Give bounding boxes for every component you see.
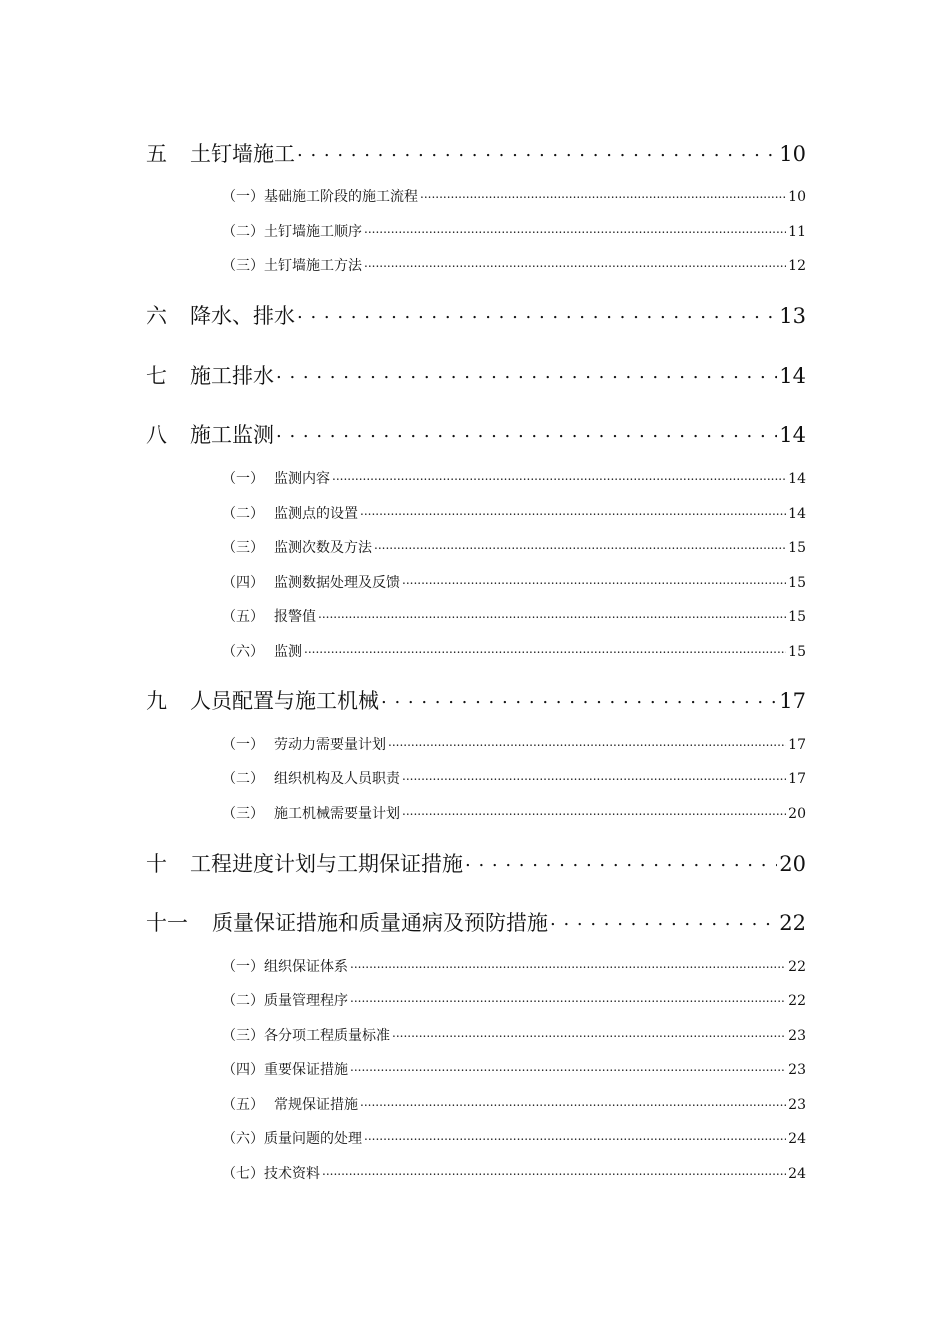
toc-title: 监测点的设置 bbox=[274, 506, 358, 522]
toc-page-number: 23 bbox=[788, 1028, 806, 1044]
toc-page-number: 14 bbox=[788, 506, 806, 522]
toc-page-number: 24 bbox=[788, 1131, 806, 1147]
toc-title: 质量管理程序 bbox=[264, 993, 348, 1009]
toc-title: 报警值 bbox=[274, 609, 316, 625]
toc-leader-dots bbox=[350, 957, 786, 971]
toc-page-number: 20 bbox=[779, 852, 806, 876]
toc-leader-dots bbox=[420, 187, 786, 201]
toc-leader-dots bbox=[360, 1095, 786, 1109]
toc-entry-11-1[interactable] bbox=[222, 956, 806, 976]
toc-entry-8-5[interactable] bbox=[222, 606, 806, 626]
toc-page-number: 22 bbox=[788, 959, 806, 975]
toc-leader-dots bbox=[276, 421, 777, 442]
toc-leader-dots bbox=[364, 256, 786, 270]
toc-title: 监测内容 bbox=[274, 471, 330, 487]
toc-title: 降水、排水 bbox=[190, 304, 295, 328]
toc-title: 土钉墙施工顺序 bbox=[264, 224, 362, 240]
toc-page-number: 20 bbox=[788, 806, 806, 822]
toc-title: 工程进度计划与工期保证措施 bbox=[190, 852, 463, 876]
toc-number: 五 bbox=[146, 142, 167, 166]
toc-entry-9-2[interactable] bbox=[222, 768, 806, 788]
toc-page-number: 15 bbox=[788, 609, 806, 625]
toc-number: （三） bbox=[222, 806, 264, 822]
toc-title: 基础施工阶段的施工流程 bbox=[264, 189, 418, 205]
toc-title: 人员配置与施工机械 bbox=[190, 689, 379, 713]
toc-entry-10[interactable] bbox=[146, 848, 806, 878]
toc-page-number: 10 bbox=[779, 142, 806, 166]
toc-title: 质量问题的处理 bbox=[264, 1131, 362, 1147]
toc-page-number: 14 bbox=[788, 471, 806, 487]
toc-page-number: 22 bbox=[779, 911, 806, 935]
toc-number: （五） bbox=[222, 1097, 264, 1113]
toc-page-number: 17 bbox=[779, 689, 806, 713]
toc-entry-6[interactable] bbox=[146, 300, 806, 330]
toc-entry-5-3[interactable] bbox=[222, 255, 806, 275]
toc-number: （一） bbox=[222, 737, 264, 753]
toc-leader-dots bbox=[297, 302, 777, 323]
toc-leader-dots bbox=[360, 504, 786, 518]
toc-number: （三） bbox=[222, 258, 264, 274]
toc-leader-dots bbox=[332, 469, 786, 483]
toc-number: （二） bbox=[222, 771, 264, 787]
toc-number: 八 bbox=[146, 423, 167, 447]
toc-number: 十 bbox=[146, 852, 167, 876]
toc-entry-11-2[interactable] bbox=[222, 990, 806, 1010]
toc-title: 施工机械需要量计划 bbox=[274, 806, 400, 822]
toc-leader-dots bbox=[297, 140, 777, 161]
toc-page-number: 15 bbox=[788, 540, 806, 556]
toc-title: 劳动力需要量计划 bbox=[274, 737, 386, 753]
toc-entry-11[interactable] bbox=[146, 907, 806, 937]
toc-number: （一） bbox=[222, 471, 264, 487]
toc-leader-dots bbox=[402, 804, 786, 818]
toc-leader-dots bbox=[374, 538, 786, 552]
toc-page-number: 17 bbox=[788, 771, 806, 787]
toc-leader-dots bbox=[465, 850, 777, 871]
toc-page-number: 10 bbox=[788, 189, 806, 205]
toc-page-number: 13 bbox=[779, 304, 806, 328]
toc-leader-dots bbox=[392, 1026, 786, 1040]
toc-leader-dots bbox=[381, 687, 777, 708]
toc-number: （三） bbox=[222, 1028, 264, 1044]
toc-number: 七 bbox=[146, 364, 167, 388]
toc-title: 土钉墙施工 bbox=[190, 142, 295, 166]
toc-number: 十一 bbox=[146, 911, 188, 935]
toc-page-number: 14 bbox=[779, 423, 806, 447]
toc-number: （七） bbox=[222, 1166, 264, 1182]
toc-number: （六） bbox=[222, 644, 264, 660]
toc-title: 施工排水 bbox=[190, 364, 274, 388]
toc-entry-11-6[interactable] bbox=[222, 1128, 806, 1148]
toc-entry-7[interactable] bbox=[146, 360, 806, 390]
toc-page-number: 22 bbox=[788, 993, 806, 1009]
toc-title: 各分项工程质量标准 bbox=[264, 1028, 390, 1044]
toc-entry-8[interactable] bbox=[146, 419, 806, 449]
toc-leader-dots bbox=[402, 573, 786, 587]
toc-entry-8-2[interactable] bbox=[222, 503, 806, 523]
toc-entry-8-1[interactable] bbox=[222, 468, 806, 488]
toc-entry-11-7[interactable] bbox=[222, 1163, 806, 1183]
toc-number: （四） bbox=[222, 1062, 264, 1078]
toc-title: 监测次数及方法 bbox=[274, 540, 372, 556]
toc-entry-11-5[interactable] bbox=[222, 1094, 806, 1114]
toc-title: 组织机构及人员职责 bbox=[274, 771, 400, 787]
toc-entry-9[interactable] bbox=[146, 685, 806, 715]
toc-entry-9-3[interactable] bbox=[222, 803, 806, 823]
toc-number: （六） bbox=[222, 1131, 264, 1147]
toc-number: 六 bbox=[146, 304, 167, 328]
toc-leader-dots bbox=[318, 607, 786, 621]
toc-number: （二） bbox=[222, 224, 264, 240]
toc-leader-dots bbox=[304, 642, 786, 656]
toc-page-number: 17 bbox=[788, 737, 806, 753]
toc-leader-dots bbox=[364, 1129, 786, 1143]
toc-entry-5-1[interactable] bbox=[222, 186, 806, 206]
toc-page-number: 11 bbox=[788, 224, 806, 240]
toc-title: 技术资料 bbox=[264, 1166, 320, 1182]
toc-number: （一） bbox=[222, 959, 264, 975]
toc-page-number: 12 bbox=[788, 258, 806, 274]
toc-entry-8-3[interactable] bbox=[222, 537, 806, 557]
toc-number: （一） bbox=[222, 189, 264, 205]
toc-number: （五） bbox=[222, 609, 264, 625]
toc-number: （二） bbox=[222, 506, 264, 522]
toc-entry-5[interactable] bbox=[146, 138, 806, 168]
toc-leader-dots bbox=[350, 991, 786, 1005]
toc-page-number: 23 bbox=[788, 1062, 806, 1078]
toc-number: 九 bbox=[146, 689, 167, 713]
toc-title: 质量保证措施和质量通病及预防措施 bbox=[212, 911, 548, 935]
toc-title: 组织保证体系 bbox=[264, 959, 348, 975]
toc-title: 施工监测 bbox=[190, 423, 274, 447]
toc-title: 重要保证措施 bbox=[264, 1062, 348, 1078]
toc-number: （四） bbox=[222, 575, 264, 591]
toc-entry-9-1[interactable] bbox=[222, 734, 806, 754]
toc-title: 监测数据处理及反馈 bbox=[274, 575, 400, 591]
toc-leader-dots bbox=[388, 735, 786, 749]
toc-leader-dots bbox=[402, 769, 786, 783]
toc-entry-5-2[interactable] bbox=[222, 221, 806, 241]
toc-leader-dots bbox=[350, 1060, 786, 1074]
toc-title: 土钉墙施工方法 bbox=[264, 258, 362, 274]
toc-leader-dots bbox=[550, 909, 777, 930]
toc-number: （三） bbox=[222, 540, 264, 556]
toc-page-number: 14 bbox=[779, 364, 806, 388]
toc-number: （二） bbox=[222, 993, 264, 1009]
toc-entry-8-6[interactable] bbox=[222, 641, 806, 661]
toc-title: 常规保证措施 bbox=[274, 1097, 358, 1113]
toc-page-number: 23 bbox=[788, 1097, 806, 1113]
toc-entry-8-4[interactable] bbox=[222, 572, 806, 592]
toc-entry-11-4[interactable] bbox=[222, 1059, 806, 1079]
toc-leader-dots bbox=[322, 1164, 786, 1178]
toc-page-number: 24 bbox=[788, 1166, 806, 1182]
toc-leader-dots bbox=[364, 222, 786, 236]
toc-page-number: 15 bbox=[788, 575, 806, 591]
toc-title: 监测 bbox=[274, 644, 302, 660]
toc-page-number: 15 bbox=[788, 644, 806, 660]
toc-entry-11-3[interactable] bbox=[222, 1025, 806, 1045]
toc-leader-dots bbox=[276, 362, 777, 383]
